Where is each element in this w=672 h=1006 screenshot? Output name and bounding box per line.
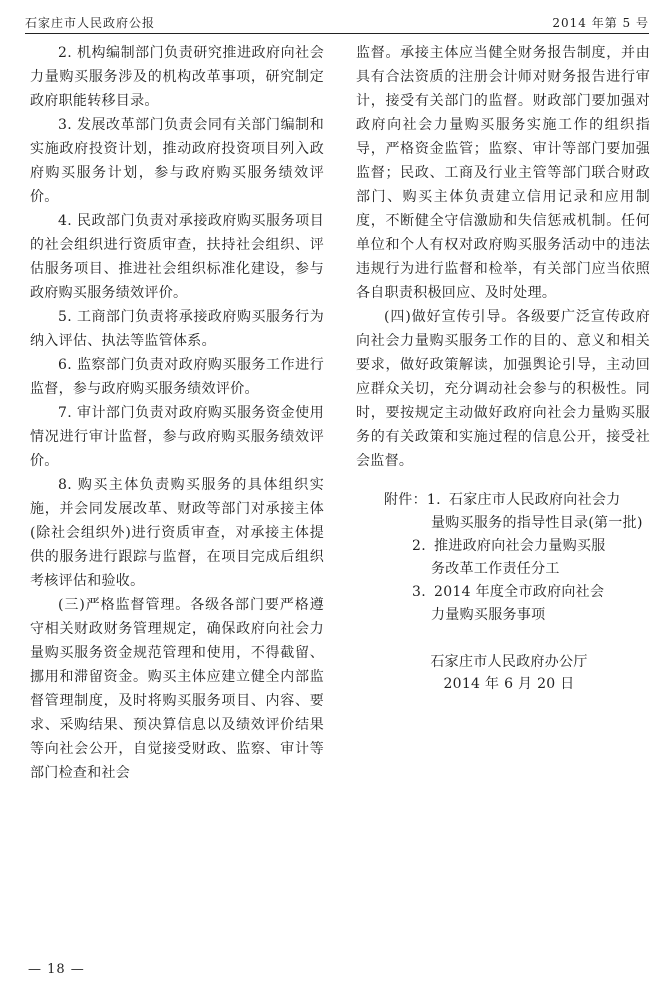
issue-date: 2014 年 6 月 20 日	[443, 676, 575, 692]
page-number: — 18 —	[28, 962, 85, 977]
paragraph-item-8: 8. 购买主体负责购买服务的具体组织实施，并会同发展改革、财政等部门对承接主体(除社会组织外)进行资质审查，对承接主体提供的服务进行跟踪与监督，在项目完成后组织考核评估和验收。	[30, 477, 324, 589]
attachment-title-continued: 量购买服务的指导性目录(第一批)	[431, 515, 643, 531]
right-column	[356, 41, 650, 695]
attachment-item	[356, 489, 650, 511]
signature-block	[356, 651, 650, 695]
header-divider	[25, 33, 649, 34]
attachment-title: 2014 年度全市政府向社会	[434, 584, 605, 600]
attachment-title-continued: 力量购买服务事项	[431, 607, 546, 623]
attachments-list	[356, 489, 650, 627]
attachment-title: 推进政府向社会力量购买服	[434, 538, 606, 554]
attachment-number: 2.	[412, 538, 426, 554]
paragraph-item-2: 2. 机构编制部门负责研究推进政府向社会力量购买服务涉及的机构改革事项，研究制定政府职能转移目录。	[30, 45, 324, 109]
paragraph-item-7: 7. 审计部门负责对政府购买服务资金使用情况进行审计监督，参与政府购买服务绩效评价。	[30, 405, 324, 469]
paragraph-section-4: (四)做好宣传引导。各级要广泛宣传政府向社会力量购买服务工作的目的、意义和相关要求，做好政策解读，加强舆论引导，主动回应群众关切，充分调动社会参与的积极性。同时，要按规定主动做好政府向社会力量购买服务的有关政策和实施过程的信息公开，接受社会监督。	[356, 309, 650, 469]
issuing-office: 石家庄市人民政府办公厅	[430, 654, 588, 670]
attachment-title: 石家庄市人民政府向社会力	[448, 492, 621, 508]
attachment-item	[356, 581, 650, 603]
attachment-number: 1.	[426, 492, 441, 508]
left-column	[30, 41, 324, 785]
paragraph-continuation: 监督。承接主体应当健全财务报告制度，并由具有合法资质的注册会计师对财务报告进行审计，接受有关部门的监督。财政部门要加强对政府向社会力量购买服务实施工作的组织指导，严格资金监管；监察、审计等部门要加强监督；民政、工商及行业主管等部门联合财政部门、购买主体负责建立信用记录和应用制度，不断健全守信激励和失信惩戒机制。任何单位和个人有权对政府购买服务活动中的违法违规行为进行监督和检举，有关部门应当依照各自职责积极回应、及时处理。	[356, 45, 650, 301]
attachment-item	[356, 535, 650, 557]
paragraph-item-4: 4. 民政部门负责对承接政府购买服务项目的社会组织进行资质审查，扶持社会组织、评估服务项目、推进社会组织标准化建设，参与政府购买服务绩效评价。	[30, 213, 324, 301]
paragraph-item-6: 6. 监察部门负责对政府购买服务工作进行监督，参与政府购买服务绩效评价。	[30, 357, 324, 397]
paragraph-item-5: 5. 工商部门负责将承接政府购买服务行为纳入评估、执法等监管体系。	[30, 309, 324, 349]
attachment-number: 3.	[412, 584, 426, 600]
paragraph-section-3: (三)严格监督管理。各级各部门要严格遵守相关财政财务管理规定，确保政府向社会力量购买服务资金规范管理和使用，不得截留、挪用和滞留资金。购买主体应建立健全内部监督管理制度，及时将购买服务项目、内容、要求、采购结果、预决算信息以及绩效评价结果等向社会公开，自觉接受财政、监察、审计等部门检查和社会	[30, 597, 324, 781]
paragraph-item-3: 3. 发展改革部门负责会同有关部门编制和实施政府投资计划，推动政府投资项目列入政府购买服务计划，参与政府购买服务绩效评价。	[30, 117, 324, 205]
attachment-title-continued: 务改革工作责任分工	[431, 561, 560, 577]
issue-number: 2014 年第 5 号	[552, 16, 649, 30]
attachments-label: 附件：	[384, 492, 427, 508]
publication-title: 石家庄市人民政府公报	[25, 16, 156, 30]
